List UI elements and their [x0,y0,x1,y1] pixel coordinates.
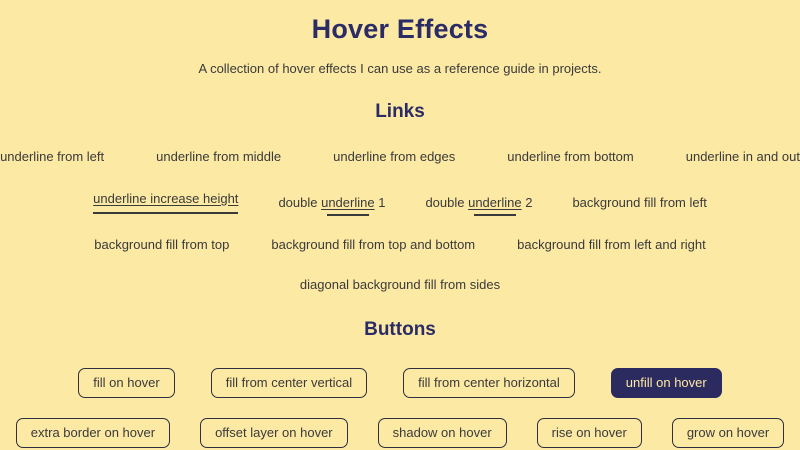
link-text-suffix: 2 [521,194,533,210]
button-grow-on-hover[interactable]: grow on hover [672,418,784,448]
button-offset-layer-on-hover[interactable]: offset layer on hover [200,418,348,448]
link-underline-in-and-out[interactable]: underline in and out [685,149,800,164]
link-underline-increase-height[interactable]: underline increase height [93,191,238,214]
links-row [0,214,800,253]
link-text-suffix: 1 [374,194,386,210]
button-fill-on-hover[interactable]: fill on hover [78,368,174,398]
link-diagonal-background-fill-from-sides[interactable]: diagonal background fill from sides [299,277,501,292]
section-heading-links: Links [375,101,425,122]
link-double-underline-1[interactable] [278,195,385,211]
link-background-fill-from-left-and-right[interactable]: background fill from left and right [517,237,706,252]
links-row [0,165,800,214]
link-background-fill-from-top[interactable]: background fill from top [94,237,230,252]
link-underline-from-left[interactable]: underline from left [0,149,105,164]
button-unfill-on-hover[interactable]: unfill on hover [611,368,722,398]
buttons-row [0,341,800,398]
page-subtitle: A collection of hover effects I can use as a reference guide in projects. [198,61,602,76]
link-underline-from-middle[interactable]: underline from middle [156,149,282,164]
button-rise-on-hover[interactable]: rise on hover [537,418,642,448]
link-text-prefix: double [278,194,322,210]
page-title: Hover Effects [311,14,489,44]
link-double-underline-2[interactable] [425,195,532,211]
link-underline-from-edges[interactable]: underline from edges [333,149,456,164]
buttons-row [0,398,800,448]
link-background-fill-from-left[interactable]: background fill from left [572,194,707,210]
button-fill-from-center-vertical[interactable]: fill from center vertical [211,368,367,398]
link-text-double-underlined: underline [321,194,375,210]
button-fill-from-center-horizontal[interactable]: fill from center horizontal [403,368,575,398]
button-shadow-on-hover[interactable]: shadow on hover [378,418,507,448]
link-underline-from-bottom[interactable]: underline from bottom [507,149,634,164]
link-text-double-underlined: underline [468,194,522,210]
link-background-fill-from-top-and-bottom[interactable]: background fill from top and bottom [271,237,476,252]
links-row [0,253,800,293]
links-row [0,123,800,165]
link-text-prefix: double [425,194,469,210]
section-heading-buttons: Buttons [364,319,436,340]
button-extra-border-on-hover[interactable]: extra border on hover [16,418,170,448]
